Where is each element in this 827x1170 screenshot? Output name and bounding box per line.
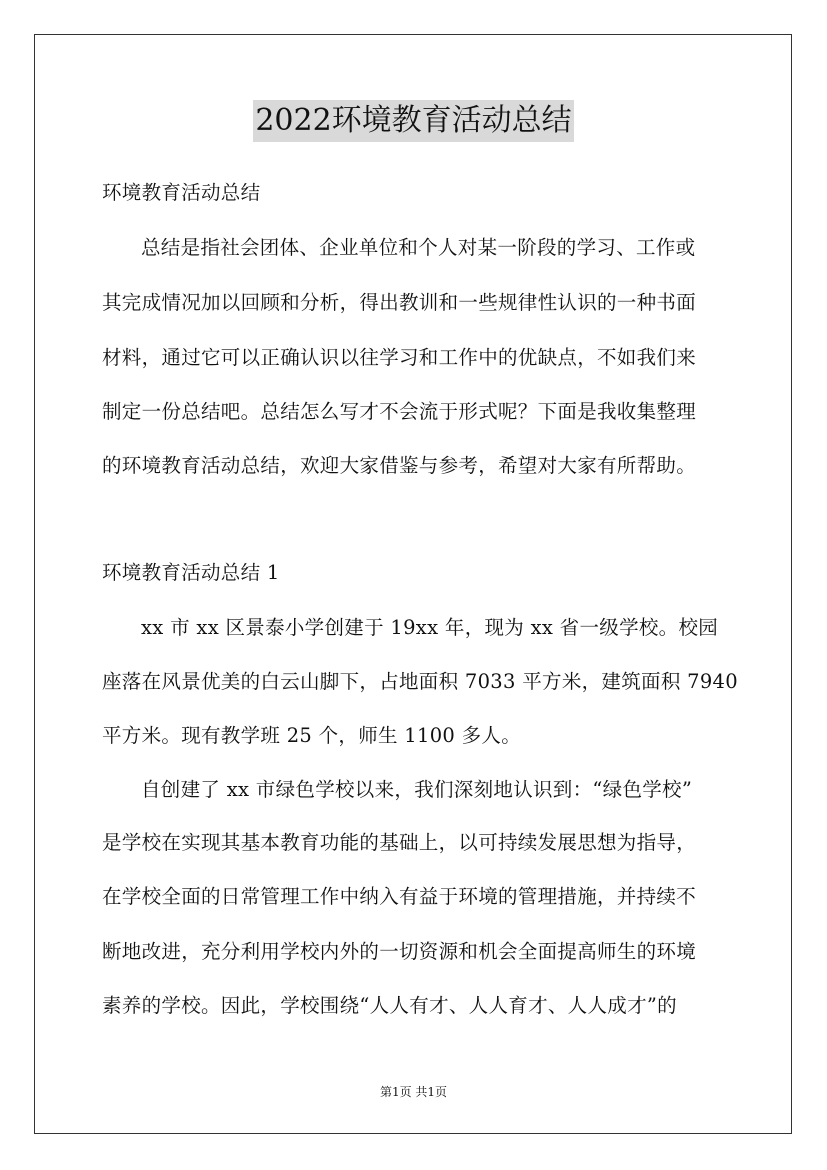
paragraph-line: xx 市 xx 区景泰小学创建于 19xx 年，现为 xx 省一级学校。校园	[141, 616, 719, 639]
paragraph-line: 自创建了 xx 市绿色学校以来，我们深刻地认识到：“绿色学校”	[141, 778, 693, 801]
paragraph-line: 材料，通过它可以正确认识以往学习和工作中的优缺点，不如我们来	[102, 346, 697, 369]
paragraph-line: 座落在风景优美的白云山脚下，占地面积 7033 平方米，建筑面积 7940	[102, 670, 738, 693]
document-title: 2022环境教育活动总结	[253, 100, 573, 142]
paragraph-line: 其完成情况加以回顾和分析，得出教训和一些规律性认识的一种书面	[102, 291, 697, 314]
paragraph-line: 的环境教育活动总结，欢迎大家借鉴与参考，希望对大家有所帮助。	[102, 454, 697, 477]
paragraph-line: 是学校在实现其基本教育功能的基础上，以可持续发展思想为指导，	[102, 831, 697, 854]
paragraph-line: 平方米。现有教学班 25 个，师生 1100 多人。	[102, 724, 522, 747]
title-container	[0, 100, 827, 142]
paragraph-line: 断地改进，充分利用学校内外的一切资源和机会全面提高师生的环境	[102, 940, 697, 963]
section-heading: 环境教育活动总结	[102, 181, 261, 204]
paragraph-line: 总结是指社会团体、企业单位和个人对某一阶段的学习、工作或	[141, 236, 696, 259]
section-heading: 环境教育活动总结 1	[102, 561, 280, 584]
paragraph-line: 素养的学校。因此，学校围绕“人人有才、人人育才、人人成才”的	[102, 994, 677, 1017]
paragraph-line: 在学校全面的日常管理工作中纳入有益于环境的管理措施，并持续不	[102, 885, 697, 908]
page-footer: 第1页 共1页	[379, 1085, 448, 1099]
paragraph-line: 制定一份总结吧。总结怎么写才不会流于形式呢？下面是我收集整理	[102, 400, 697, 423]
